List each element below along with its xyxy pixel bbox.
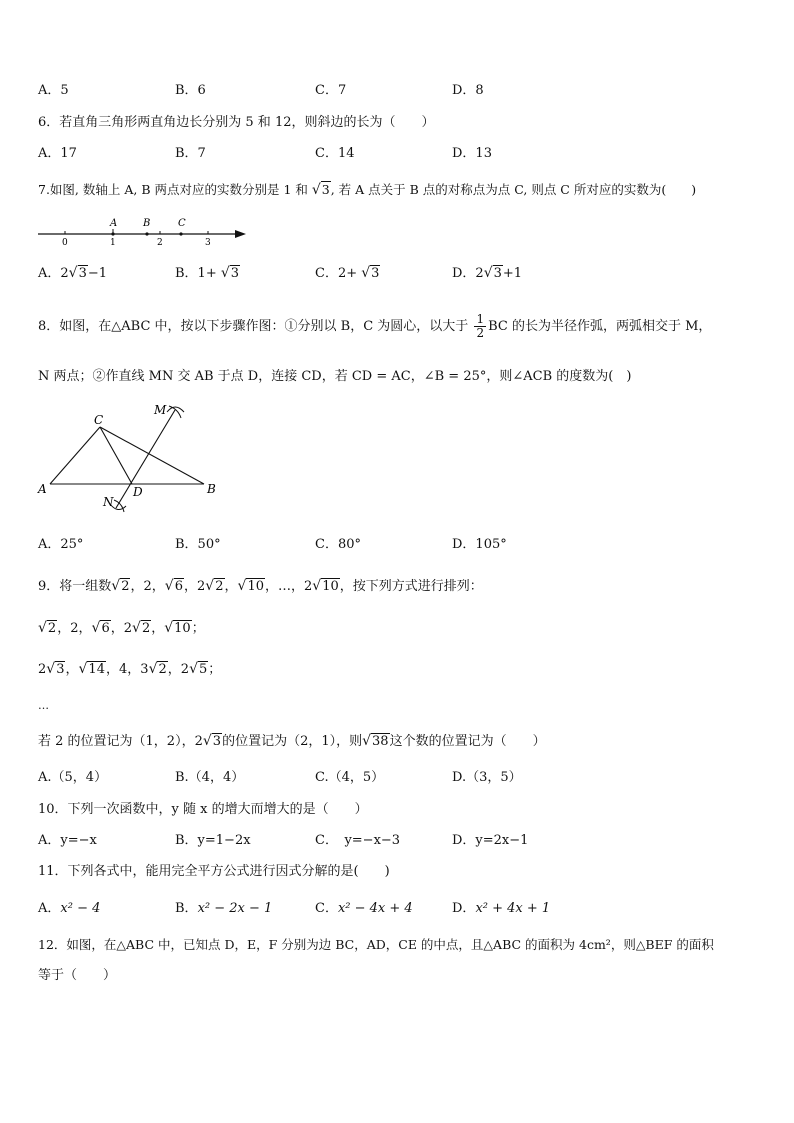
q5-option-a[interactable]: A．5 (38, 83, 69, 98)
fraction-half: $\frac{1}{2}$ (476, 312, 485, 340)
q5-option-d[interactable]: D．8 (452, 83, 484, 98)
q7-stem-part1: 7.如图, 数轴上 A, B 两点对应的实数分别是 1 和 (38, 182, 312, 197)
tick-3-label: 3 (205, 238, 211, 248)
q8-option-a[interactable]: A．25° (38, 537, 84, 552)
q7-sqrt: √3 (311, 182, 330, 198)
q11-stem: 11．下列各式中，能用完全平方公式进行因式分解的是( ) (38, 864, 390, 879)
point-a-label: A (110, 218, 118, 229)
q11-option-d[interactable]: D．x² + 4x + 1 (452, 901, 551, 916)
q9-question: 若 2 的位置记为（1，2），2√3的位置记为（2，1），则√38这个数的位置记为（ ） (38, 733, 546, 749)
q9-dots: … (38, 699, 49, 712)
q9-options (38, 769, 758, 787)
q11-options (38, 900, 758, 918)
q9-option-d[interactable]: D.（3，5） (452, 770, 522, 785)
q10-option-c[interactable]: C． y=−x−3 (315, 833, 401, 848)
q10-options (38, 832, 758, 850)
label-b: B (207, 482, 216, 496)
q7-options (38, 264, 758, 282)
q9-stem: 9．将一组数√2，2，√6，2√2，√10，…，2√10，按下列方式进行排列： (38, 578, 483, 594)
point-a-dot (111, 232, 114, 235)
q6-option-a[interactable]: A．17 (38, 146, 77, 161)
q5-option-c[interactable]: C．7 (315, 83, 347, 98)
label-d: D (133, 485, 143, 499)
q12-stem-line2: 等于（ ） (38, 968, 117, 983)
q7-option-b[interactable]: B．1+ √3 (175, 265, 240, 281)
q5-option-b[interactable]: B．6 (175, 83, 206, 98)
q6-options (38, 145, 758, 163)
point-b-dot (145, 232, 148, 235)
q8-option-d[interactable]: D．105° (452, 537, 507, 552)
q10-stem: 10．下列一次函数中，y 随 x 的增大而增大的是（ ） (38, 802, 368, 817)
q9-option-b[interactable]: B.（4，4） (175, 770, 245, 785)
q12-stem-line1: 12．如图，在△ABC 中，已知点 D，E，F 分别为边 BC，AD，CE 的中点，且△ABC 的面积为 4cm²，则△BEF 的面积 (38, 937, 714, 952)
q6-stem: 6．若直角三角形两直角边长分别为 5 和 12，则斜边的长为（ ） (38, 115, 435, 130)
point-c-label: C (178, 218, 186, 229)
q10-option-d[interactable]: D．y=2x−1 (452, 833, 529, 848)
tick-0-label: 0 (62, 238, 68, 248)
q8-stem-line2: N 两点；②作直线 MN 交 AB 于点 D，连接 CD，若 CD = AC，∠B = 25°，则∠ACB 的度数为( ) (38, 369, 632, 384)
q10-option-a[interactable]: A．y=−x (38, 833, 97, 848)
q10-option-b[interactable]: B．y=1−2x (175, 833, 251, 848)
q7-stem-part2: , 若 A 点关于 B 点的对称点为点 C, 则点 C 所对应的实数为( ) (330, 182, 697, 197)
q9-option-c[interactable]: C.（4，5） (315, 770, 385, 785)
q9-option-a[interactable]: A.（5，4） (38, 770, 108, 785)
q11-option-a[interactable]: A．x² − 4 (38, 901, 101, 916)
q7-option-d[interactable]: D．2√3+1 (452, 265, 523, 281)
q8-stem-line1: 8．如图，在△ABC 中，按以下步骤作图：①分别以 B，C 为圆心，以大于 $\frac{1}{2}$ BC 的长为半径作弧，两弧相交于 M， (38, 312, 712, 340)
q9-row1: √2，2，√6，2√2，√10； (38, 620, 205, 636)
q9-row2: 2√3，√14，4，3√2，2√5； (38, 661, 222, 677)
q11-option-b[interactable]: B．x² − 2x − 1 (175, 901, 273, 916)
label-a: A (38, 482, 47, 496)
q6-option-d[interactable]: D．13 (452, 146, 492, 161)
q7-number-line (36, 214, 251, 250)
q8-option-c[interactable]: C．80° (315, 537, 361, 552)
q8-options (38, 536, 758, 554)
label-m: M (154, 403, 167, 417)
q5-options (38, 82, 758, 100)
q7-option-a[interactable]: A．2√3−1 (38, 265, 108, 281)
point-b-label: B (143, 218, 151, 229)
tick-1-label: 1 (110, 238, 116, 248)
point-c-dot (179, 232, 182, 235)
q11-option-c[interactable]: C．x² − 4x + 4 (315, 901, 413, 916)
label-c: C (94, 413, 104, 427)
q6-option-c[interactable]: C．14 (315, 146, 355, 161)
q7-option-c[interactable]: C．2+ √3 (315, 265, 380, 281)
label-n: N (103, 495, 114, 509)
q8-triangle-figure (36, 400, 226, 518)
q8-option-b[interactable]: B．50° (175, 537, 221, 552)
tick-2-label: 2 (157, 238, 163, 248)
q6-option-b[interactable]: B．7 (175, 146, 206, 161)
q7-stem (38, 181, 696, 199)
